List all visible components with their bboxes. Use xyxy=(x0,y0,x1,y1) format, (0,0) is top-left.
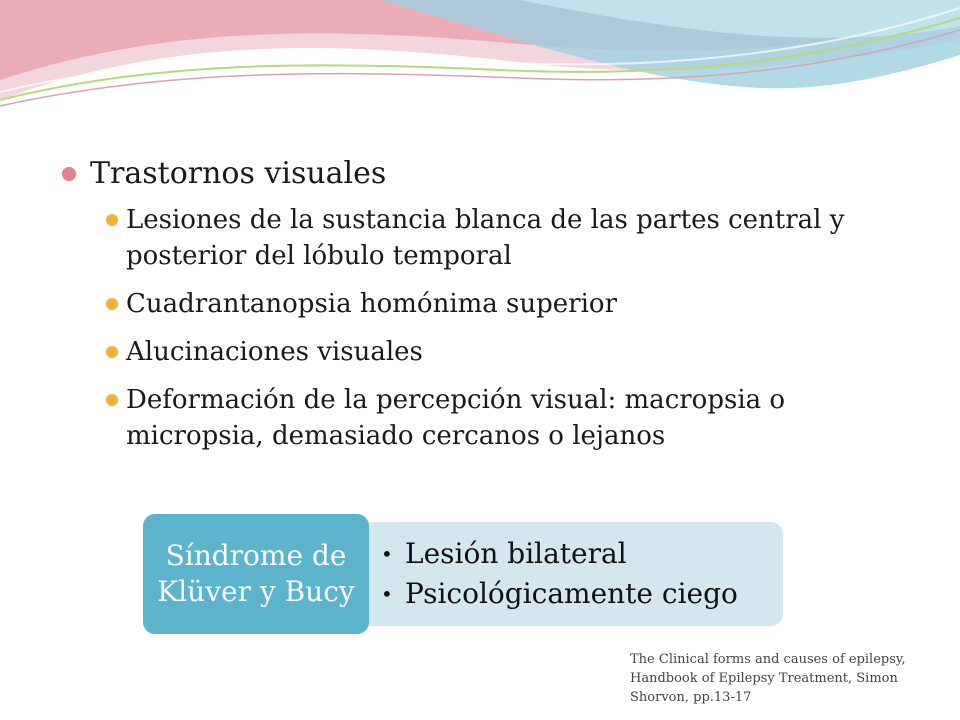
syndrome-items xyxy=(381,534,738,614)
syndrome-title-line-2: Klüver y Bucy xyxy=(157,575,355,608)
syndrome-title xyxy=(157,538,354,610)
sub-bullet-text: Lesiones de la sustancia blanca de las partes central y posterior del lóbulo temporal xyxy=(126,205,845,271)
orange-bullet-icon xyxy=(106,394,118,406)
sub-bullet-text: Cuadrantanopsia homónima superior xyxy=(126,289,618,319)
syndrome-item xyxy=(381,534,738,574)
orange-bullet-icon xyxy=(106,298,118,310)
main-bullet-text: Trastornos visuales xyxy=(90,156,387,191)
sub-bullet-text: Deformación de la percepción visual: macropsia o micropsia, demasiado cercanos o lejanos xyxy=(126,385,786,451)
main-bullet xyxy=(62,154,922,194)
syndrome-item xyxy=(381,574,738,614)
sub-bullet xyxy=(62,334,922,370)
orange-bullet-icon xyxy=(106,346,118,358)
decorative-wave-banner xyxy=(0,0,960,140)
syndrome-title-line-1: Síndrome de xyxy=(165,539,347,572)
orange-bullet-icon xyxy=(106,214,118,226)
bullet-icon: • xyxy=(381,582,393,606)
sub-bullet xyxy=(62,382,922,454)
syndrome-item-text: Psicológicamente ciego xyxy=(405,577,738,610)
bullet-icon: • xyxy=(381,542,393,566)
syndrome-item-text: Lesión bilateral xyxy=(405,537,627,570)
pink-bullet-icon xyxy=(62,167,76,181)
syndrome-diagram xyxy=(143,514,783,634)
sub-bullet xyxy=(62,202,922,274)
citation: The Clinical forms and causes of epilepsy, Handbook of Epilepsy Treatment, Simon Shorvon, pp.13-17 xyxy=(630,652,906,705)
sub-bullet xyxy=(62,286,922,322)
syndrome-title-box xyxy=(143,514,369,634)
sub-bullet-text: Alucinaciones visuales xyxy=(126,337,423,367)
bullet-list xyxy=(62,154,922,466)
